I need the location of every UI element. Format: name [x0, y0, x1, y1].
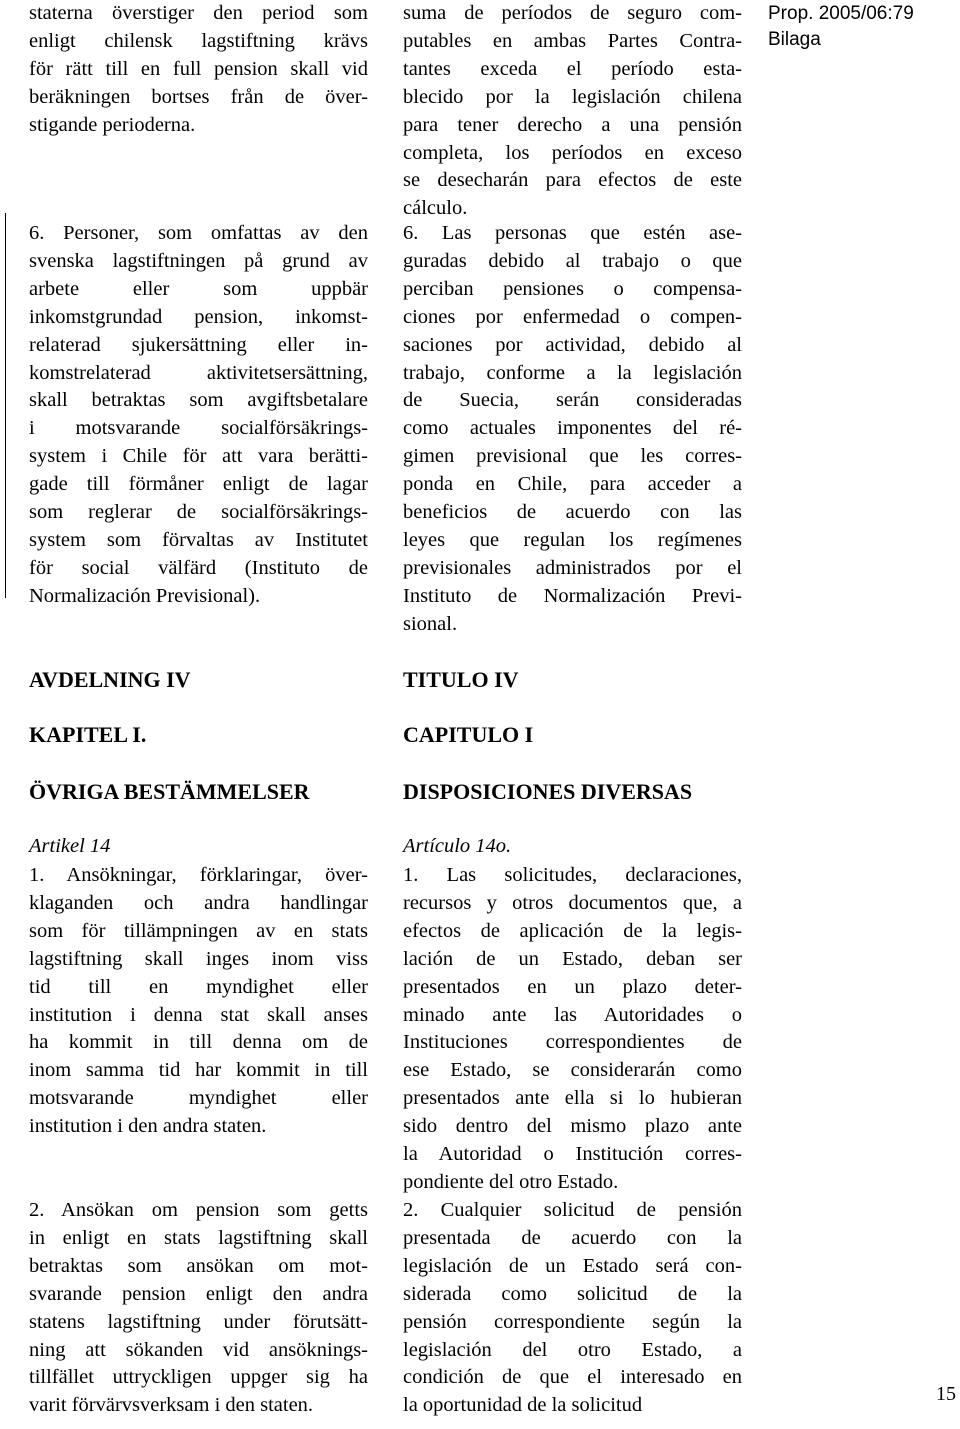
- text-line: Instituto de Normalización Previ-: [403, 584, 742, 607]
- text-line: inom samma tid har kommit in till: [29, 1059, 368, 1082]
- sv-paragraph-6: [29, 220, 368, 611]
- appendix-label: Bilaga: [768, 29, 821, 50]
- text-line: 2. Cualquier solicitud de pensión: [403, 1199, 742, 1221]
- text-line: gade till förmåner enligt de lagar: [29, 473, 368, 496]
- sv-article-paragraph-2: [29, 1197, 368, 1420]
- text-line: sido dentro del mismo plazo ante: [403, 1115, 742, 1138]
- text-line: för rätt till en full pension skall vid: [29, 57, 368, 80]
- page-number: 15: [936, 1383, 956, 1405]
- text-line: legislación de un Estado será con-: [403, 1254, 742, 1277]
- text-line: gimen previsional que les corres-: [403, 445, 742, 468]
- es-intro-paragraph: [403, 0, 742, 223]
- text-line: ha kommit in till denna om de: [29, 1031, 368, 1054]
- es-paragraph-6: [403, 220, 742, 639]
- text-line: enligt chilensk lagstiftning krävs: [29, 29, 368, 52]
- revision-bar: [5, 213, 6, 598]
- sv-heading-kapitel: KAPITEL I.: [29, 722, 147, 747]
- text-line: ning att sökanden vid ansöknings-: [29, 1338, 368, 1361]
- sv-heading-avdelning: AVDELNING IV: [29, 667, 191, 692]
- text-line: guradas debido al trabajo o que: [403, 249, 742, 272]
- text-line: trabajo, conforme a la legislación: [403, 361, 742, 384]
- text-line: siderada como solicitud de la: [403, 1282, 742, 1305]
- text-line: putables en ambas Partes Contra-: [403, 29, 742, 52]
- text-line: ciones por enfermedad o compen-: [403, 305, 742, 328]
- text-line: la Autoridad o Institución corres-: [403, 1143, 742, 1166]
- text-line: blecido por la legislación chilena: [403, 85, 742, 108]
- text-line: recursos y otros documentos que, a: [403, 891, 742, 914]
- text-line: sional.: [403, 612, 458, 635]
- text-line: como actuales imponentes del ré-: [403, 417, 742, 440]
- text-line: presentada de acuerdo con la: [403, 1226, 742, 1249]
- es-heading-capitulo: CAPITULO I: [403, 722, 534, 747]
- text-line: ese Estado, se considerarán como: [403, 1059, 742, 1082]
- text-line: komstrelaterad aktivitetsersättning,: [29, 361, 368, 384]
- text-line: 1. Ansökningar, förklaringar, över-: [29, 864, 368, 886]
- es-article-paragraph-2: [403, 1197, 742, 1420]
- text-line: legislación del otro Estado, a: [403, 1338, 742, 1361]
- text-line: lagstiftning skall inges inom viss: [29, 947, 368, 970]
- text-line: institution i den andra staten.: [29, 1115, 267, 1138]
- text-line: previsionales administrados por el: [403, 556, 742, 579]
- text-line: cálculo.: [403, 197, 468, 220]
- text-line: de Suecia, serán consideradas: [403, 389, 742, 412]
- text-line: Instituciones correspondientes de: [403, 1031, 742, 1054]
- text-line: staterna överstiger den period som: [29, 2, 368, 24]
- es-article-paragraph-1: [403, 862, 742, 1197]
- text-line: varit förvärvsverksam i den staten.: [29, 1394, 314, 1417]
- text-line: perciban pensiones o compensa-: [403, 277, 742, 300]
- text-line: relaterad sjukersättning eller in-: [29, 333, 368, 356]
- text-line: beneficios de acuerdo con las: [403, 501, 742, 524]
- text-line: efectos de aplicación de la legis-: [403, 919, 742, 942]
- es-article-title: Artículo 14o.: [403, 835, 512, 857]
- text-line: la oportunidad de la solicitud: [403, 1394, 643, 1417]
- sv-intro-paragraph: [29, 0, 368, 140]
- text-line: i motsvarande socialförsäkrings-: [29, 417, 368, 440]
- text-line: motsvarande myndighet eller: [29, 1087, 368, 1110]
- sv-heading-section-title: ÖVRIGA BESTÄMMELSER: [29, 779, 310, 804]
- text-line: para tener derecho a una pensión: [403, 113, 742, 136]
- es-heading-section-title: DISPOSICIONES DIVERSAS: [403, 779, 693, 804]
- text-line: för social välfärd (Instituto de: [29, 556, 368, 579]
- text-line: 1. Las solicitudes, declaraciones,: [403, 864, 742, 886]
- text-line: se desecharán para efectos de este: [403, 169, 742, 192]
- text-line: tillfället uttryckligen uppger sig ha: [29, 1366, 368, 1389]
- text-line: tantes exceda el período esta-: [403, 57, 742, 80]
- text-line: minado ante las Autoridades o: [403, 1003, 742, 1026]
- text-line: 6. Personer, som omfattas av den: [29, 222, 368, 244]
- text-line: ponda en Chile, para acceder a: [403, 473, 742, 496]
- text-line: system i Chile för att vara berätti-: [29, 445, 368, 468]
- text-line: arbete eller som uppbär: [29, 277, 368, 300]
- text-line: svarande pension enligt den andra: [29, 1282, 368, 1305]
- text-line: statens lagstiftning under förutsätt-: [29, 1310, 368, 1333]
- text-line: system som förvaltas av Institutet: [29, 528, 368, 551]
- text-line: inkomstgrundad pension, inkomst-: [29, 305, 368, 328]
- text-line: som reglerar de socialförsäkrings-: [29, 501, 368, 524]
- text-line: completa, los períodos en exceso: [403, 141, 742, 164]
- text-line: 2. Ansökan om pension som getts: [29, 1199, 368, 1221]
- text-line: presentados ante ella si lo hubieran: [403, 1087, 742, 1110]
- text-line: stigande perioderna.: [29, 113, 196, 136]
- text-line: in enligt en stats lagstiftning skall: [29, 1226, 368, 1249]
- text-line: presentados en un plazo deter-: [403, 975, 742, 998]
- text-line: skall betraktas som avgiftsbetalare: [29, 389, 368, 412]
- text-line: pensión correspondiente según la: [403, 1310, 742, 1333]
- text-line: pondiente del otro Estado.: [403, 1170, 619, 1193]
- text-line: condición de que el interesado en: [403, 1366, 742, 1389]
- text-line: leyes que regulan los regímenes: [403, 528, 742, 551]
- text-line: Normalización Previsional).: [29, 584, 261, 607]
- proposition-reference: Prop. 2005/06:79: [768, 3, 914, 24]
- text-line: tid till en myndighet eller: [29, 975, 368, 998]
- text-line: betraktas som ansökan om mot-: [29, 1254, 368, 1277]
- text-line: suma de períodos de seguro com-: [403, 2, 742, 24]
- sv-article-title: Artikel 14: [29, 835, 111, 857]
- text-line: klaganden och andra handlingar: [29, 891, 368, 914]
- text-line: 6. Las personas que estén ase-: [403, 222, 742, 244]
- text-line: lación de un Estado, deban ser: [403, 947, 742, 970]
- text-line: som för tillämpningen av en stats: [29, 919, 368, 942]
- sv-article-paragraph-1: [29, 862, 368, 1141]
- text-line: saciones por actividad, debido al: [403, 333, 742, 356]
- text-line: institution i denna stat skall anses: [29, 1003, 368, 1026]
- text-line: beräkningen bortses från de över-: [29, 85, 368, 108]
- text-line: svenska lagstiftningen på grund av: [29, 249, 368, 272]
- es-heading-titulo: TITULO IV: [403, 667, 519, 692]
